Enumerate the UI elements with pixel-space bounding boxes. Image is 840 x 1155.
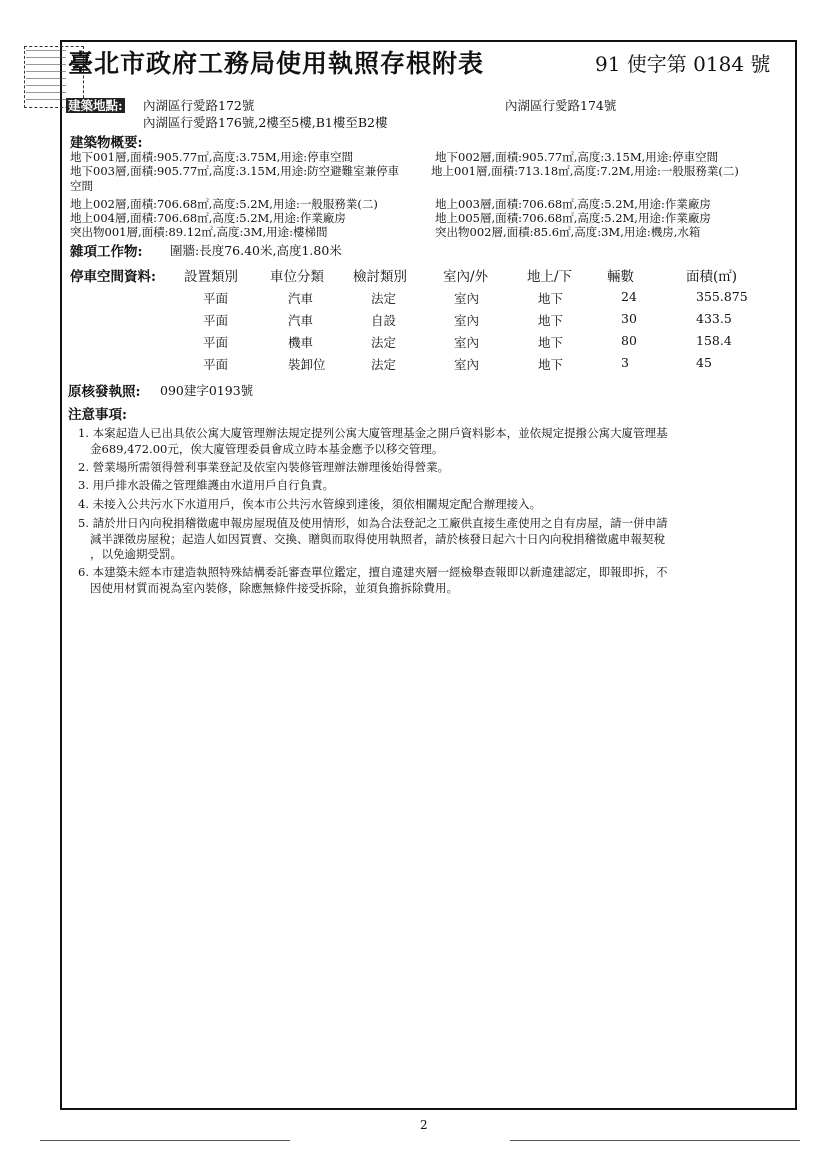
note-line: 2. 營業場所需領得營利事業登記及依室內裝修管理辦法辦理後始得營業。 bbox=[78, 460, 450, 474]
stamp-lines bbox=[26, 50, 66, 100]
parking-cell: 355.875 bbox=[696, 289, 748, 304]
note-line: 6. 本建築未經本市建造執照特殊結構委託審查單位鑑定，擅自違建夾層一經檢舉查報即以新違建認定，即報即拆，不 bbox=[78, 565, 668, 579]
overview-row-2-right: 地上001層,面積:713.18㎡,高度:7.2M,用途:一般服務業(二) bbox=[431, 164, 739, 178]
note-line: 5. 請於卅日內向稅捐稽徵處申報房屋現值及使用情形，如為合法登記之工廠供直接生產使用之自有房屋，請一併申請 bbox=[78, 516, 668, 530]
parking-cell: 24 bbox=[621, 289, 637, 304]
note-line: 減半課徵房屋稅；起造人如因買賣、交換、贈與而取得使用執照者，請於核發日起六十日內向稅捐稽徵處申報契稅 bbox=[90, 532, 665, 546]
overview-row-3-right: 地上003層,面積:706.68㎡,高度:5.2M,用途:作業廠房 bbox=[435, 197, 711, 211]
overview-row-3-left: 地上002層,面積:706.68㎡,高度:5.2M,用途:一般服務業(二) bbox=[70, 197, 378, 211]
footer-rule-left bbox=[40, 1140, 290, 1141]
misc-work-value: 圍牆:長度76.40米,高度1.80米 bbox=[170, 243, 342, 258]
parking-cell: 地下 bbox=[538, 357, 564, 372]
note-line: 金689,472.00元，俟大廈管理委員會成立時本基金應予以移交管理。 bbox=[90, 442, 444, 456]
parking-cell: 法定 bbox=[371, 291, 397, 306]
note-line: 1. 本案起造人已出具依公寓大廈管理辦法規定提列公寓大廈管理基金之開戶資料影本，並依規定提撥公寓大廈管理基 bbox=[78, 426, 668, 440]
parking-label: 停車空間資料: bbox=[70, 269, 156, 285]
parking-cell: 自設 bbox=[371, 313, 397, 328]
parking-cell: 法定 bbox=[371, 335, 397, 350]
parking-cell: 室內 bbox=[454, 291, 480, 306]
location-label: 建築地點: bbox=[68, 98, 123, 113]
notes-label: 注意事項: bbox=[68, 407, 127, 423]
parking-cell: 平面 bbox=[203, 357, 229, 372]
parking-cell: 地下 bbox=[538, 335, 564, 350]
overview-row-1-right: 地下002層,面積:905.77㎡,高度:3.15M,用途:停車空間 bbox=[435, 150, 719, 164]
parking-header-cell: 輛數 bbox=[607, 269, 634, 285]
document-number: 91 使字第 0184 號 bbox=[595, 52, 771, 76]
overview-row-5-left: 突出物001層,面積:89.12㎡,高度:3M,用途:樓梯間 bbox=[70, 225, 328, 239]
parking-cell: 平面 bbox=[203, 291, 229, 306]
overview-row-1-left: 地下001層,面積:905.77㎡,高度:3.75M,用途:停車空間 bbox=[70, 150, 354, 164]
parking-cell: 45 bbox=[696, 355, 712, 370]
page-number: 2 bbox=[420, 1118, 428, 1132]
parking-cell: 158.4 bbox=[696, 333, 732, 348]
parking-cell: 機車 bbox=[288, 335, 314, 350]
misc-work-label: 雜項工作物: bbox=[70, 244, 143, 260]
parking-cell: 裝卸位 bbox=[288, 357, 326, 372]
original-permit-value: 090建字0193號 bbox=[160, 383, 254, 398]
overview-label: 建築物概要: bbox=[70, 135, 143, 151]
note-line: 3. 用戶排水設備之管理維護由水道用戶自行負責。 bbox=[78, 478, 335, 492]
parking-cell: 汽車 bbox=[288, 313, 314, 328]
parking-cell: 30 bbox=[621, 311, 637, 326]
overview-row-2-continuation: 空間 bbox=[70, 179, 93, 193]
parking-cell: 80 bbox=[621, 333, 637, 348]
location-address-2: 內湖區行愛路174號 bbox=[505, 98, 617, 113]
page-title: 臺北市政府工務局使用執照存根附表 bbox=[68, 49, 485, 78]
parking-cell: 室內 bbox=[454, 357, 480, 372]
overview-row-5-right: 突出物002層,面積:85.6㎡,高度:3M,用途:機房,水箱 bbox=[435, 225, 701, 239]
overview-row-4-right: 地上005層,面積:706.68㎡,高度:5.2M,用途:作業廠房 bbox=[435, 211, 711, 225]
parking-header-cell: 設置類別 bbox=[184, 269, 238, 285]
note-line: ，以免逾期受罰。 bbox=[90, 547, 182, 561]
overview-row-4-left: 地上004層,面積:706.68㎡,高度:5.2M,用途:作業廠房 bbox=[70, 211, 346, 225]
overview-row-2-left: 地下003層,面積:905.77㎡,高度:3.15M,用途:防空避難室兼停車 bbox=[70, 164, 400, 178]
parking-cell: 法定 bbox=[371, 357, 397, 372]
parking-cell: 汽車 bbox=[288, 291, 314, 306]
parking-cell: 地下 bbox=[538, 313, 564, 328]
location-address-1: 內湖區行愛路172號 bbox=[143, 98, 255, 113]
parking-cell: 室內 bbox=[454, 335, 480, 350]
parking-cell: 433.5 bbox=[696, 311, 732, 326]
parking-header-cell: 車位分類 bbox=[270, 269, 324, 285]
parking-cell: 地下 bbox=[538, 291, 564, 306]
parking-cell: 室內 bbox=[454, 313, 480, 328]
parking-header-cell: 面積(㎡) bbox=[686, 269, 738, 285]
parking-cell: 3 bbox=[621, 355, 629, 370]
parking-header-cell: 地上/下 bbox=[527, 269, 573, 285]
original-permit-label: 原核發執照: bbox=[68, 384, 141, 400]
parking-header-cell: 室內/外 bbox=[443, 269, 489, 285]
parking-cell: 平面 bbox=[203, 313, 229, 328]
note-line: 4. 未接入公共污水下水道用戶，俟本市公共污水管線到達後，須依相關規定配合辦理接入。 bbox=[78, 497, 542, 511]
parking-header-cell: 檢討類別 bbox=[353, 269, 407, 285]
note-line: 因使用材質而視為室內裝修，除應無條件接受拆除，並須負擔拆除費用。 bbox=[90, 581, 458, 595]
footer-rule-right bbox=[510, 1140, 800, 1141]
location-address-3: 內湖區行愛路176號,2樓至5樓,B1樓至B2樓 bbox=[143, 115, 388, 130]
parking-cell: 平面 bbox=[203, 335, 229, 350]
